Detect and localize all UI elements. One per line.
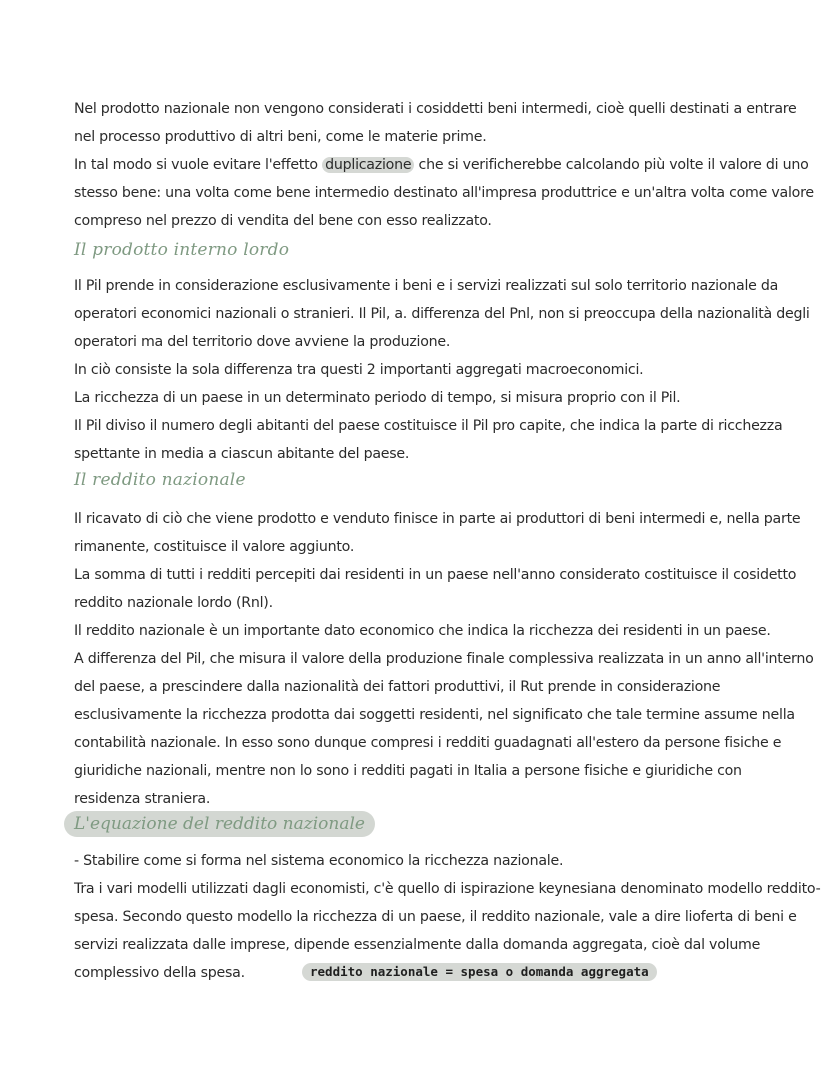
paragraph-line: servizi realizzata dalle imprese, dipende essenzialmente dalla domanda aggregata, cioè dal volume [74, 937, 761, 953]
paragraph-line: nel processo produttivo di altri beni, come le materie prime. [74, 129, 487, 145]
paragraph-line: residenza straniera. [74, 791, 211, 807]
text-segment: che si verificherebbe calcolando più volte il valore di uno [414, 157, 809, 173]
paragraph-line: stesso bene: una volta come bene intermedio destinato all'impresa produttrice e un'altra volta come valore [74, 185, 814, 201]
paragraph-line: contabilità nazionale. In esso sono dunque compresi i redditi guadagnati all'estero da persone fisiche e [74, 735, 782, 751]
highlighted-term: duplicazione [322, 157, 414, 173]
paragraph-line: Il Pil diviso il numero degli abitanti del paese costituisce il Pil pro capite, che indica la parte di ricchezza [74, 418, 783, 434]
paragraph-line: esclusivamente la ricchezza prodotta dai soggetti residenti, nel significato che tale termine assume nella [74, 707, 795, 723]
paragraph-line: In ciò consiste la sola differenza tra questi 2 importanti aggregati macroeconomici. [74, 362, 644, 378]
paragraph-line: Il ricavato di ciò che viene prodotto e venduto finisce in parte ai produttori di beni intermedi e, nella parte [74, 511, 801, 527]
paragraph-line: compreso nel prezzo di vendita del bene con esso realizzato. [74, 213, 492, 229]
paragraph-line: rimanente, costituisce il valore aggiunto. [74, 539, 355, 555]
paragraph-line: operatori economici nazionali o stranieri. Il Pil, a. differenza del Pnl, non si preoccupa della nazionalità degli [74, 306, 810, 322]
paragraph-line: giuridiche nazionali, mentre non lo sono i redditi pagati in Italia a persone fisiche e giuridiche con [74, 763, 742, 779]
paragraph-line: spettante in media a ciascun abitante del paese. [74, 446, 410, 462]
paragraph-line: del paese, a prescindere dalla nazionalità dei fattori produttivi, il Rut prende in considerazione [74, 679, 721, 695]
paragraph-line: Tra i vari modelli utilizzati dagli economisti, c'è quello di ispirazione keynesiana denominato modello reddito- [74, 881, 821, 897]
paragraph-line: Il Pil prende in considerazione esclusivamente i beni e i servizi realizzati sul solo territorio nazionale da [74, 278, 779, 294]
paragraph-line: spesa. Secondo questo modello la ricchezza di un paese, il reddito nazionale, vale a dire lioferta di beni e [74, 909, 797, 925]
paragraph-line: complessivo della spesa. [74, 965, 245, 981]
paragraph-line: reddito nazionale lordo (Rnl). [74, 595, 273, 611]
section-heading-equazione: L'equazione del reddito nazionale [64, 811, 375, 837]
section-heading-pil: Il prodotto interno lordo [74, 240, 290, 260]
paragraph-line: La somma di tutti i redditi percepiti dai residenti in un paese nell'anno considerato costituisce il cosidetto [74, 567, 797, 583]
section-heading-reddito: Il reddito nazionale [74, 470, 246, 490]
paragraph-line: A differenza del Pil, che misura il valore della produzione finale complessiva realizzata in un anno all'interno [74, 651, 814, 667]
paragraph-line: La ricchezza di un paese in un determinato periodo di tempo, si misura proprio con il Pil. [74, 390, 681, 406]
text-segment: In tal modo si vuole evitare l'effetto [74, 157, 323, 173]
paragraph-line: Nel prodotto nazionale non vengono considerati i cosiddetti beni intermedi, cioè quelli destinati a entrare [74, 101, 797, 117]
paragraph-line [74, 155, 809, 175]
paragraph-line: - Stabilire come si forma nel sistema economico la ricchezza nazionale. [74, 853, 564, 869]
equation-formula: reddito nazionale = spesa o domanda aggregata [302, 963, 657, 981]
paragraph-line: operatori ma del territorio dove avviene la produzione. [74, 334, 451, 350]
paragraph-line: Il reddito nazionale è un importante dato economico che indica la ricchezza dei residenti in un paese. [74, 623, 771, 639]
